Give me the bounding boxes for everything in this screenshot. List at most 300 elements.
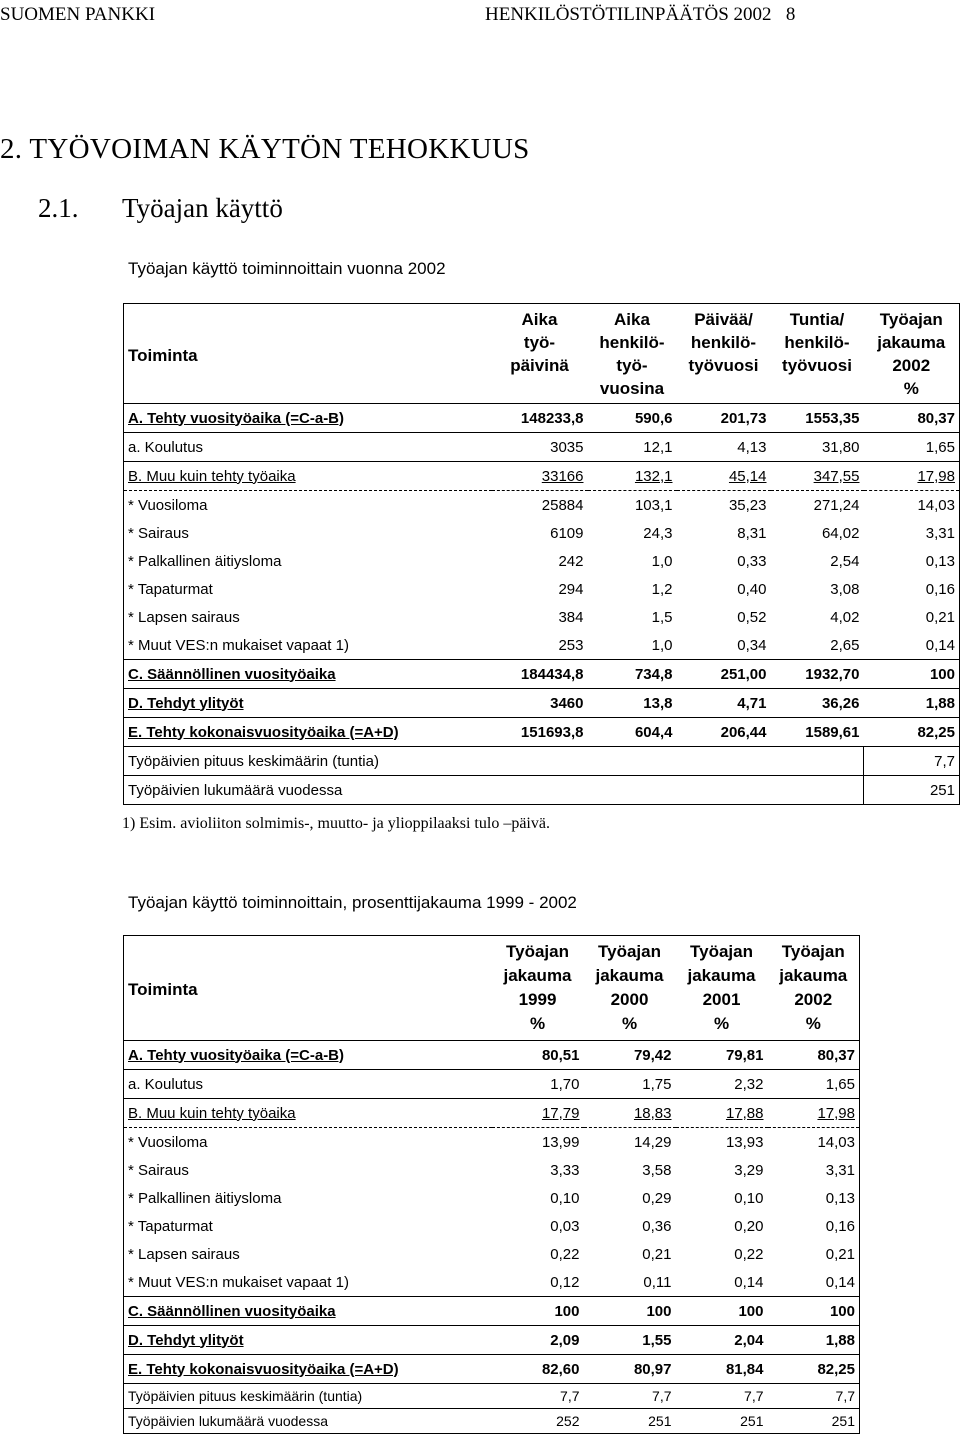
table1-header-2 (588, 304, 677, 404)
row-value (864, 660, 960, 689)
row-value-text: 1,55 (642, 1331, 672, 1349)
row-value-text: 0,22 (550, 1245, 580, 1263)
row-value (677, 491, 771, 520)
row-value (584, 1409, 676, 1434)
table-row (124, 631, 960, 660)
row-value (584, 1184, 676, 1212)
row-value-text: 13,99 (541, 1133, 580, 1151)
row-label (124, 1041, 492, 1070)
table1-header-4-line: Tuntia/ (789, 310, 845, 329)
table2-header-4-line: 2002 (794, 990, 833, 1009)
row-value-text: 64,02 (821, 524, 860, 542)
row-value (864, 631, 960, 660)
row-value-text: 294 (558, 580, 584, 598)
row-value-text: 4,02 (830, 608, 860, 626)
footnote: 1) Esim. avioliiton solmimis-, muutto- ja ylioppilaaksi tulo –päivä. (122, 815, 550, 832)
row-value (492, 603, 588, 631)
row-value (771, 462, 864, 491)
row-value-text: 0,03 (550, 1217, 580, 1235)
row-label-text: B. Muu kuin tehty työaika (128, 1104, 296, 1122)
row-value (492, 433, 588, 462)
row-value-text: 2,65 (830, 636, 860, 654)
row-value-text: 1589,61 (805, 723, 860, 741)
row-value (492, 718, 588, 747)
row-value-text: 80,37 (817, 1046, 855, 1064)
row-label-text: E. Tehty kokonaisvuosityöaika (=A+D) (128, 723, 399, 741)
row-value (588, 689, 677, 718)
summary-label: Työpäivien lukumäärä vuodessa (124, 776, 864, 805)
row-value (771, 631, 864, 660)
row-label-text: a. Koulutus (128, 438, 204, 456)
row-value (768, 1384, 860, 1409)
row-value (768, 1212, 860, 1240)
row-value-text: 17,88 (725, 1104, 764, 1122)
table1-header-row (124, 304, 960, 404)
row-value-text: 252 (556, 1413, 580, 1429)
table2-title: Työajan käyttö toiminnoittain, prosenttijakauma 1999 - 2002 (128, 893, 577, 912)
row-label (124, 689, 492, 718)
row-value-text: 0,13 (825, 1189, 855, 1207)
row-value-text: 80,51 (541, 1046, 580, 1064)
table-row (124, 1326, 860, 1355)
row-value-text: 0,16 (825, 1217, 855, 1235)
row-value-text: 1,0 (651, 552, 673, 570)
row-value-text: 132,1 (634, 467, 673, 485)
table1-header-1-line: päivinä (510, 356, 569, 375)
row-value-text: 31,80 (821, 438, 860, 456)
table2-header-3-line: Työajan (690, 942, 753, 961)
page-number: 8 (785, 4, 796, 25)
row-value-text: 82,25 (917, 723, 955, 741)
row-label (124, 1156, 492, 1184)
row-value-text: 1,65 (825, 1075, 855, 1093)
table2-header-1 (492, 936, 584, 1041)
table-row (124, 433, 960, 462)
row-label-text: B. Muu kuin tehty työaika (128, 467, 296, 485)
row-value (864, 547, 960, 575)
row-value-text: 0,20 (734, 1217, 764, 1235)
row-value-text: 18,83 (633, 1104, 672, 1122)
row-label-text: D. Tehdyt ylityöt (128, 1331, 244, 1349)
row-label-text: * Vuosiloma (128, 1133, 208, 1151)
row-value-text: 0,29 (642, 1189, 672, 1207)
row-label-text: D. Tehdyt ylityöt (128, 694, 244, 712)
row-value (492, 1156, 584, 1184)
row-value-text: 0,13 (925, 552, 955, 570)
row-value-text: 201,73 (720, 409, 767, 427)
row-value (768, 1099, 860, 1128)
row-value (771, 575, 864, 603)
row-label-text: * Palkallinen äitiysloma (128, 1189, 282, 1207)
row-value-text: 82,60 (541, 1360, 580, 1378)
row-value (492, 1355, 584, 1384)
row-value-text: 24,3 (643, 524, 673, 542)
summary-value: 7,7 (864, 747, 960, 776)
row-label (124, 660, 492, 689)
table2-header-3 (676, 936, 768, 1041)
row-value (588, 660, 677, 689)
summary-value: 251 (864, 776, 960, 805)
table2-header-1-line: Työajan (506, 942, 569, 961)
row-value-text: 0,21 (825, 1245, 855, 1263)
row-value (771, 603, 864, 631)
table2-header-0 (124, 936, 492, 1041)
row-value-text: 1,88 (825, 1331, 855, 1349)
row-value (492, 689, 588, 718)
row-value (584, 1384, 676, 1409)
row-label-text: * Palkallinen äitiysloma (128, 552, 282, 570)
section-title: 2. TYÖVOIMAN KÄYTÖN TEHOKKUUS (0, 133, 530, 165)
row-label (124, 404, 492, 433)
row-label (124, 1384, 492, 1409)
row-value (677, 547, 771, 575)
row-value-text: 0,12 (550, 1273, 580, 1291)
row-value-text: 1,0 (651, 636, 673, 654)
row-value (676, 1070, 768, 1099)
row-value-text: 253 (558, 636, 584, 654)
table2-header-4 (768, 936, 860, 1041)
row-value (584, 1041, 676, 1070)
row-label (124, 1409, 492, 1434)
table-row (124, 1268, 860, 1297)
table-row (124, 1041, 860, 1070)
row-value-text: 2,09 (550, 1331, 580, 1349)
row-value-text: 100 (738, 1302, 764, 1320)
row-value-text: 25884 (541, 496, 584, 514)
row-value-text: 17,98 (817, 1104, 855, 1122)
table2-header-2-line: jakauma (595, 966, 664, 985)
table-row (124, 1297, 860, 1326)
row-label (124, 1326, 492, 1355)
table2-header-4-line: Työajan (781, 942, 845, 961)
table1-header-5-line: Työajan (879, 310, 943, 329)
row-value-text: 82,25 (817, 1360, 855, 1378)
row-value (588, 631, 677, 660)
row-value-text: 1,5 (651, 608, 673, 626)
row-value-text: 14,29 (633, 1133, 672, 1151)
row-value-text: 3,31 (925, 524, 955, 542)
row-value-text: 33166 (541, 467, 584, 485)
row-label-text: a. Koulutus (128, 1075, 204, 1093)
row-value-text: 0,10 (550, 1189, 580, 1207)
row-value (588, 404, 677, 433)
table-row (124, 1070, 860, 1099)
row-value (677, 462, 771, 491)
row-value-text: 2,32 (734, 1075, 764, 1093)
table1-header-4-line: työvuosi (782, 356, 852, 375)
row-value (588, 519, 677, 547)
row-label (124, 1184, 492, 1212)
table-row (124, 603, 960, 631)
row-value (492, 1240, 584, 1268)
page-header-org: SUOMEN PANKKI (0, 4, 156, 25)
row-value (584, 1297, 676, 1326)
row-value (771, 689, 864, 718)
row-value (492, 404, 588, 433)
table2-header-1-line: 1999 (518, 990, 557, 1009)
row-value (492, 547, 588, 575)
row-value-text: 2,04 (734, 1331, 764, 1349)
row-value-text: 0,34 (737, 636, 767, 654)
row-value (492, 1041, 584, 1070)
row-label-text: * Lapsen sairaus (128, 1245, 240, 1263)
row-value (588, 575, 677, 603)
row-label-text: A. Tehty vuosityöaika (=C-a-B) (128, 1046, 345, 1064)
row-value-text: 0,36 (642, 1217, 672, 1235)
table1 (123, 303, 960, 805)
report-title: HENKILÖSTÖTILINPÄÄTÖS 2002 (485, 4, 772, 25)
row-value (768, 1156, 860, 1184)
row-value (864, 491, 960, 520)
row-value (676, 1355, 768, 1384)
row-value (588, 491, 677, 520)
row-value-text: 3,31 (825, 1161, 855, 1179)
row-value (864, 404, 960, 433)
row-label-text: * Sairaus (128, 1161, 189, 1179)
row-label-text: * Tapaturmat (128, 580, 213, 598)
row-value (584, 1156, 676, 1184)
row-value (768, 1240, 860, 1268)
row-value (771, 718, 864, 747)
row-value-text: 6109 (550, 524, 584, 542)
table2-header-3-line: 2001 (702, 990, 741, 1009)
row-value-text: 3,33 (550, 1161, 580, 1179)
row-value-text: 3035 (550, 438, 584, 456)
table1-header-3-line: Päivää/ (694, 310, 753, 329)
table-row (124, 1384, 860, 1409)
row-value (768, 1070, 860, 1099)
row-value-text: 35,23 (728, 496, 767, 514)
table1-header-4-line: henkilö- (784, 333, 850, 352)
row-value-text: 7,7 (560, 1388, 580, 1404)
row-value (864, 462, 960, 491)
table-row (124, 491, 960, 520)
row-value (768, 1041, 860, 1070)
row-value-text: 251 (831, 1413, 855, 1429)
row-value-text: 79,42 (633, 1046, 672, 1064)
row-label-text: * Tapaturmat (128, 1217, 213, 1235)
row-value (584, 1099, 676, 1128)
row-value-text: 3,08 (830, 580, 860, 598)
row-value-text: 1553,35 (805, 409, 860, 427)
table-row (124, 1156, 860, 1184)
row-value (584, 1326, 676, 1355)
row-value (768, 1297, 860, 1326)
row-value (492, 1128, 584, 1157)
row-value-text: 45,14 (728, 467, 767, 485)
row-value (771, 491, 864, 520)
row-value (584, 1212, 676, 1240)
row-value (588, 718, 677, 747)
row-value (676, 1326, 768, 1355)
table1-header-0 (124, 304, 492, 404)
row-value-text: 0,14 (825, 1273, 855, 1291)
row-value-text: 1932,70 (805, 665, 860, 683)
page-header-report (485, 4, 795, 26)
row-value-text: 103,1 (634, 496, 673, 514)
table2 (123, 935, 860, 1434)
row-label (124, 1355, 492, 1384)
row-value-text: 1,2 (651, 580, 673, 598)
table2-header-3-line: % (713, 1014, 730, 1033)
row-value (492, 1297, 584, 1326)
row-value-text: 3,58 (642, 1161, 672, 1179)
row-label (124, 603, 492, 631)
summary-label: Työpäivien pituus keskimäärin (tuntia) (124, 747, 864, 776)
row-label (124, 433, 492, 462)
table1-header-2-line: vuosina (599, 379, 665, 398)
row-value-text: 734,8 (634, 665, 673, 683)
row-value (677, 660, 771, 689)
row-value-text: 12,1 (643, 438, 673, 456)
row-value (588, 462, 677, 491)
table1-header-5-line: % (903, 379, 919, 398)
table2-header-1-line: % (529, 1014, 546, 1033)
row-value (677, 404, 771, 433)
table1-header-2-line: henkilö- (599, 333, 665, 352)
table-row (124, 1409, 860, 1434)
row-value (492, 575, 588, 603)
row-value-text: 251,00 (720, 665, 767, 683)
row-value (768, 1184, 860, 1212)
row-value (864, 433, 960, 462)
row-value-text: 0,33 (737, 552, 767, 570)
row-value-text: 17,79 (541, 1104, 580, 1122)
row-value (492, 631, 588, 660)
row-label-text: Työpäivien pituus keskimäärin (tuntia) (128, 1388, 363, 1404)
row-label-text: Työpäivien lukumäärä vuodessa (128, 1413, 329, 1429)
row-value-text: 100 (646, 1302, 672, 1320)
row-value (492, 1184, 584, 1212)
row-value-text: 3460 (550, 694, 584, 712)
summary-row (124, 747, 960, 776)
row-value (771, 660, 864, 689)
row-value-text: 80,97 (633, 1360, 672, 1378)
table2-header-1-line: jakauma (503, 966, 572, 985)
table1-header-3-line: työvuosi (688, 356, 759, 375)
row-label (124, 1070, 492, 1099)
row-label (124, 575, 492, 603)
table1-header-1-line: Aika (521, 310, 558, 329)
table-row (124, 404, 960, 433)
table-row (124, 689, 960, 718)
table2-header-2 (584, 936, 676, 1041)
row-value-text: 242 (558, 552, 584, 570)
row-value (864, 575, 960, 603)
row-value (584, 1268, 676, 1297)
row-value-text: 0,10 (734, 1189, 764, 1207)
table1-header-3-line: henkilö- (690, 333, 757, 352)
row-value (768, 1326, 860, 1355)
row-value (768, 1268, 860, 1297)
row-value-text: 81,84 (725, 1360, 764, 1378)
row-value-text: 0,11 (643, 1273, 672, 1291)
row-value (677, 718, 771, 747)
row-value (771, 433, 864, 462)
row-label (124, 1268, 492, 1297)
row-value-text: 206,44 (720, 723, 767, 741)
table2-header-0-line: Toiminta (128, 980, 198, 999)
row-value (492, 1384, 584, 1409)
row-value (676, 1409, 768, 1434)
row-value (492, 660, 588, 689)
row-value-text: 151693,8 (520, 723, 584, 741)
row-value (492, 491, 588, 520)
table1-header-1 (492, 304, 588, 404)
row-label-text: E. Tehty kokonaisvuosityöaika (=A+D) (128, 1360, 399, 1378)
row-value-text: 1,88 (925, 694, 955, 712)
row-value-text: 384 (558, 608, 584, 626)
row-value (584, 1355, 676, 1384)
row-label (124, 1212, 492, 1240)
row-value-text: 1,70 (550, 1075, 580, 1093)
table1-header-2-line: Aika (614, 310, 650, 329)
row-value (768, 1355, 860, 1384)
row-value (771, 404, 864, 433)
table-row (124, 718, 960, 747)
row-label (124, 718, 492, 747)
table1-header-5-line: jakauma (877, 333, 946, 352)
row-value (588, 547, 677, 575)
table-row (124, 519, 960, 547)
row-value (676, 1156, 768, 1184)
subsection-title: Työajan käyttö (122, 193, 283, 223)
table-row (124, 660, 960, 689)
row-value-text: 0,14 (925, 636, 955, 654)
row-label (124, 462, 492, 491)
table1-header-2-line: työ- (616, 356, 648, 375)
row-value-text: 36,26 (821, 694, 860, 712)
row-value (768, 1128, 860, 1157)
row-value (676, 1297, 768, 1326)
row-value (677, 689, 771, 718)
row-value-text: 13,8 (643, 694, 673, 712)
table-row (124, 1099, 860, 1128)
table-row (124, 1212, 860, 1240)
summary-row (124, 776, 960, 805)
row-value (677, 631, 771, 660)
row-value (771, 547, 864, 575)
row-value-text: 3,29 (734, 1161, 764, 1179)
table-row (124, 1240, 860, 1268)
row-value (676, 1268, 768, 1297)
row-value (677, 603, 771, 631)
row-value-text: 4,13 (737, 438, 767, 456)
table2-header-4-line: % (805, 1014, 821, 1033)
row-value-text: 7,7 (652, 1388, 672, 1404)
row-label-text: C. Säännöllinen vuosityöaika (128, 665, 336, 683)
row-value-text: 0,14 (734, 1273, 764, 1291)
row-value-text: 7,7 (835, 1388, 855, 1404)
row-value-text: 590,6 (634, 409, 673, 427)
row-value (588, 603, 677, 631)
table2-header-row (124, 936, 860, 1041)
row-value-text: 2,54 (830, 552, 860, 570)
row-value-text: 100 (829, 1302, 855, 1320)
row-label (124, 1297, 492, 1326)
row-value-text: 0,16 (925, 580, 955, 598)
row-value-text: 1,65 (925, 438, 955, 456)
row-value (676, 1384, 768, 1409)
table-row (124, 462, 960, 491)
row-value (676, 1240, 768, 1268)
row-value-text: 4,71 (737, 694, 767, 712)
row-value-text: 80,37 (917, 409, 955, 427)
row-value-text: 251 (740, 1413, 764, 1429)
row-value-text: 347,55 (813, 467, 860, 485)
table-row (124, 547, 960, 575)
row-value (588, 433, 677, 462)
